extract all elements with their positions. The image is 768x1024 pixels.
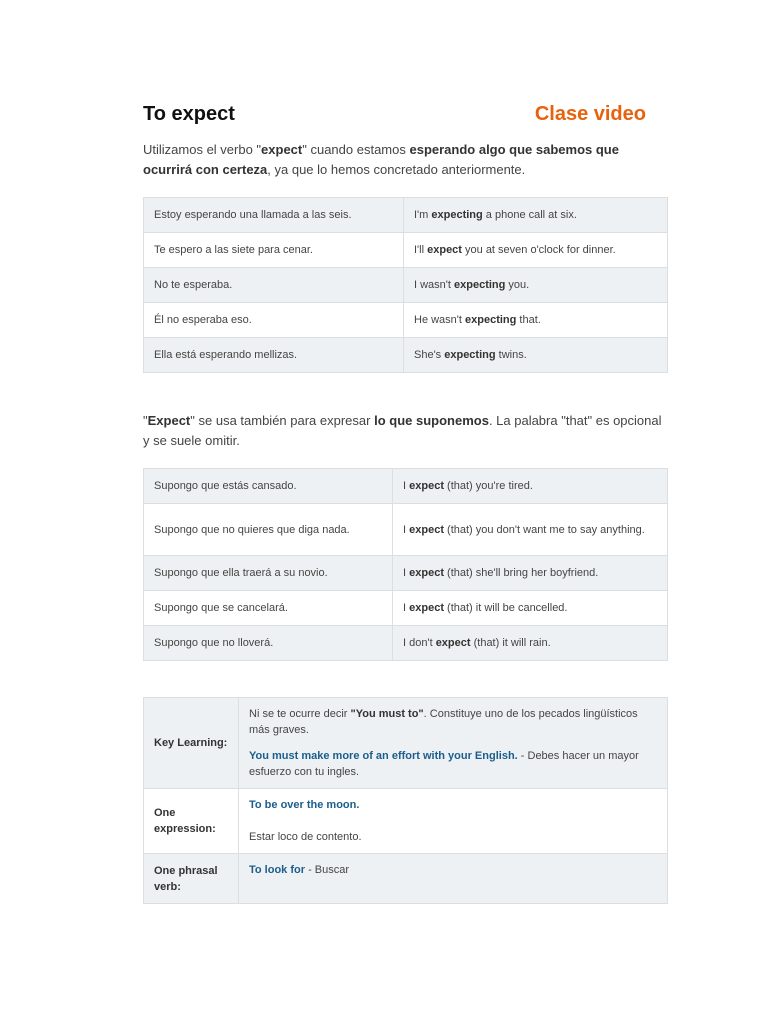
table-row: [144, 303, 668, 338]
page-title: To expect: [143, 103, 235, 125]
spanish-cell: Ella está esperando mellizas.: [144, 338, 404, 373]
english-text: you.: [505, 279, 530, 291]
english-text: (that) it will be cancelled.: [443, 602, 568, 614]
key-learning-note: [249, 706, 657, 738]
key-learning-example-en: You must make more of an effort with your English.: [249, 750, 518, 762]
english-text: I don't: [403, 637, 436, 649]
intro1-bold-2: esperando algo que sabemos que ocurrirá con certeza: [143, 142, 619, 177]
english-keyword: expect: [409, 567, 444, 579]
expression-label: One expression:: [144, 789, 239, 854]
key-learning-example: [249, 748, 657, 780]
table-row: [144, 591, 668, 626]
intro2-bold-2: lo que suponemos: [374, 413, 489, 428]
examples-table-1: [143, 197, 668, 373]
key-learning-example-es: - Debes hacer un mayor esfuerzo con tu ingles.: [249, 750, 639, 778]
english-keyword: expect: [409, 480, 444, 492]
english-text: He wasn't: [414, 314, 466, 326]
spanish-cell: No te esperaba.: [144, 268, 404, 303]
intro1-text-1: Utilizamos el verbo ": [143, 142, 262, 157]
table-row: [144, 198, 668, 233]
english-text: I: [403, 602, 410, 614]
spanish-cell: Estoy esperando una llamada a las seis.: [144, 198, 404, 233]
english-text: (that) you don't want me to say anything.: [443, 523, 645, 536]
spanish-cell: Supongo que se cancelará.: [144, 591, 393, 626]
title-row: [143, 101, 646, 129]
table-row: [144, 626, 668, 661]
key-learning-text: Ni se te ocurre decir: [249, 708, 351, 720]
phrasal-verb-label: One phrasal verb:: [144, 854, 239, 904]
english-cell: [404, 198, 668, 233]
intro1-text-3: , ya que lo hemos concretado anteriormente.: [267, 162, 526, 177]
english-text: you at seven o'clock for dinner.: [461, 244, 616, 256]
english-text: (that) it will rain.: [470, 637, 551, 649]
english-cell: [404, 338, 668, 373]
phrasal-verb-text: To look for: [249, 864, 306, 876]
english-text: I'm: [414, 209, 432, 221]
intro1-text-2: " cuando estamos: [302, 142, 410, 157]
expression-text: To be over the moon.: [249, 799, 360, 811]
intro2-text-1: ": [143, 413, 148, 428]
english-text: I'll: [414, 244, 428, 256]
expression-row: [144, 789, 668, 854]
english-cell: [404, 303, 668, 338]
table-row: [144, 504, 668, 556]
english-text: that.: [516, 314, 541, 326]
english-cell: [393, 626, 668, 661]
spanish-cell: Supongo que no lloverá.: [144, 626, 393, 661]
table-row: [144, 556, 668, 591]
intro2-text-2: " se usa también para expresar: [190, 413, 375, 428]
english-text: (that) you're tired.: [443, 480, 533, 492]
english-text: I: [403, 567, 410, 579]
english-cell: [393, 591, 668, 626]
key-learning-bold: "You must to": [350, 708, 424, 720]
spanish-cell: Supongo que ella traerá a su novio.: [144, 556, 393, 591]
english-cell: [393, 504, 668, 556]
examples-table-2: [143, 468, 668, 661]
expression-content: [239, 789, 668, 854]
table-row: [144, 268, 668, 303]
phrasal-verb-meaning: - Buscar: [305, 864, 350, 876]
intro2-text-3: . La palabra "that" es opcional y se suele omitir.: [143, 413, 662, 448]
table-row: [144, 233, 668, 268]
video-class-link[interactable]: Clase video: [534, 103, 646, 125]
english-keyword: expecting: [465, 314, 517, 326]
table-row: [144, 338, 668, 373]
intro1-bold-1: expect: [261, 142, 303, 157]
key-learning-label: Key Learning:: [144, 698, 239, 789]
english-keyword: expect: [435, 637, 471, 649]
key-learning-text: . Constituye uno de los pecados lingüísticos más graves.: [249, 708, 638, 736]
english-text: (that) she'll bring her boyfriend.: [443, 567, 599, 579]
english-keyword: expecting: [444, 349, 496, 361]
spanish-cell: Supongo que estás cansado.: [144, 469, 393, 504]
expression-meaning: Estar loco de contento.: [249, 831, 362, 843]
spanish-cell: Te espero a las siete para cenar.: [144, 233, 404, 268]
intro-paragraph-2: [143, 411, 663, 451]
english-keyword: expecting: [454, 279, 506, 291]
english-keyword: expect: [409, 523, 444, 536]
phrasal-verb-content: [239, 854, 668, 904]
english-cell: [404, 233, 668, 268]
key-learning-content: [239, 698, 668, 789]
english-text: a phone call at six.: [482, 209, 577, 221]
key-learning-row: [144, 698, 668, 789]
english-text: She's: [414, 349, 445, 361]
english-cell: [393, 556, 668, 591]
spanish-cell: Supongo que no quieres que diga nada.: [144, 504, 393, 556]
english-keyword: expect: [427, 244, 462, 256]
phrasal-verb-row: [144, 854, 668, 904]
intro2-bold-1: Expect: [147, 413, 191, 428]
english-cell: [393, 469, 668, 504]
spanish-cell: Él no esperaba eso.: [144, 303, 404, 338]
english-text: I: [403, 523, 410, 536]
key-learning-table: [143, 697, 668, 904]
english-cell: [404, 268, 668, 303]
english-keyword: expect: [409, 602, 444, 614]
english-text: twins.: [495, 349, 527, 361]
english-keyword: expecting: [431, 209, 483, 221]
english-text: I wasn't: [414, 279, 455, 291]
intro-paragraph-1: [143, 140, 633, 180]
english-text: I: [403, 480, 410, 492]
table-row: [144, 469, 668, 504]
